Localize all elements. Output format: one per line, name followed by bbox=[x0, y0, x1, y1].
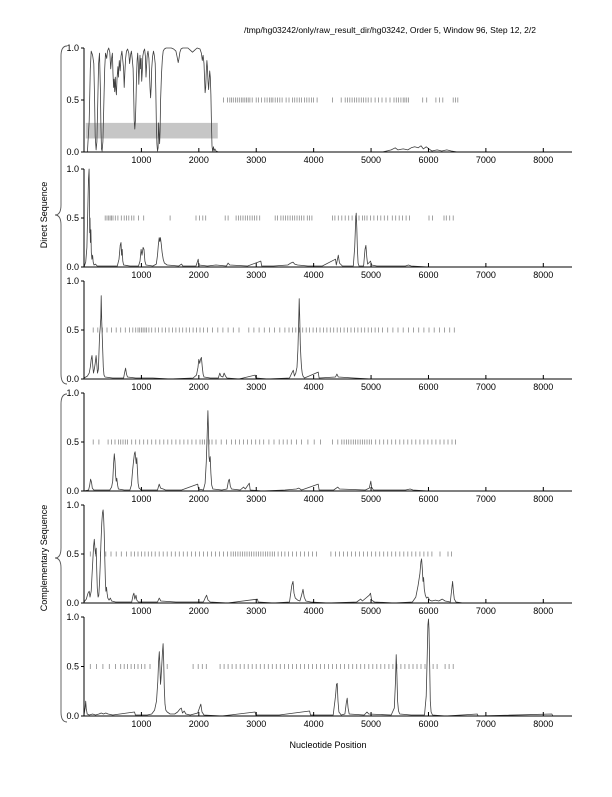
probability-curve bbox=[84, 510, 572, 603]
x-axis-title: Nucleotide Position bbox=[289, 740, 367, 750]
x-tick-label: 7000 bbox=[475, 494, 496, 504]
panel-complementary-frame-1 bbox=[66, 388, 572, 504]
x-tick-label: 1000 bbox=[131, 606, 152, 616]
x-tick-label: 6000 bbox=[418, 155, 439, 165]
axis-frame bbox=[84, 393, 572, 491]
y-tick-label: 0.0 bbox=[66, 262, 79, 272]
x-tick-label: 2000 bbox=[188, 719, 209, 729]
y-tick-label: 1.0 bbox=[66, 500, 79, 510]
y-tick-label: 0.0 bbox=[66, 147, 79, 157]
probability-curve bbox=[84, 411, 572, 491]
y-tick-label: 1.0 bbox=[66, 276, 79, 286]
panel-direct-frame-2 bbox=[66, 164, 572, 280]
x-tick-label: 4000 bbox=[303, 494, 324, 504]
probability-curve bbox=[84, 619, 572, 716]
y-tick-label: 0.5 bbox=[66, 95, 79, 105]
x-tick-label: 7000 bbox=[475, 382, 496, 392]
x-tick-label: 1000 bbox=[131, 155, 152, 165]
x-tick-label: 8000 bbox=[533, 155, 554, 165]
x-tick-label: 4000 bbox=[303, 270, 324, 280]
group-braces bbox=[55, 46, 67, 722]
x-tick-label: 8000 bbox=[533, 382, 554, 392]
x-tick-label: 6000 bbox=[418, 606, 439, 616]
y-tick-label: 0.0 bbox=[66, 711, 79, 721]
panel-complementary-frame-3 bbox=[66, 612, 572, 729]
x-tick-label: 1000 bbox=[131, 494, 152, 504]
y-tick-label: 0.5 bbox=[66, 549, 79, 559]
x-tick-label: 7000 bbox=[475, 719, 496, 729]
panel-complementary-frame-2 bbox=[66, 500, 572, 616]
x-tick-label: 3000 bbox=[246, 155, 267, 165]
x-tick-label: 8000 bbox=[533, 719, 554, 729]
axis-frame bbox=[84, 169, 572, 267]
x-tick-label: 2000 bbox=[188, 606, 209, 616]
x-tick-label: 6000 bbox=[418, 719, 439, 729]
x-tick-label: 2000 bbox=[188, 494, 209, 504]
y-tick-label: 1.0 bbox=[66, 43, 79, 53]
x-tick-label: 2000 bbox=[188, 270, 209, 280]
axis-frame bbox=[84, 281, 572, 379]
y-tick-label: 0.5 bbox=[66, 661, 79, 672]
x-tick-label: 1000 bbox=[131, 270, 152, 280]
y-tick-label: 0.5 bbox=[66, 213, 79, 223]
x-tick-label: 3000 bbox=[246, 382, 267, 392]
panels-layer bbox=[66, 43, 572, 729]
x-tick-label: 8000 bbox=[533, 494, 554, 504]
x-tick-label: 5000 bbox=[361, 606, 382, 616]
codon-marker-ticks bbox=[224, 98, 458, 103]
x-tick-label: 7000 bbox=[475, 606, 496, 616]
x-tick-label: 8000 bbox=[533, 606, 554, 616]
x-tick-label: 6000 bbox=[418, 382, 439, 392]
y-tick-label: 1.0 bbox=[66, 388, 79, 398]
x-tick-label: 4000 bbox=[303, 719, 324, 729]
y-tick-label: 1.0 bbox=[66, 164, 79, 174]
x-tick-label: 5000 bbox=[361, 382, 382, 392]
plot-title: /tmp/hg03242/only/raw_result_dir/hg03242, Order 5, Window 96, Step 12, 2/2 bbox=[243, 25, 537, 35]
y-tick-label: 1.0 bbox=[66, 612, 79, 622]
x-tick-label: 3000 bbox=[246, 494, 267, 504]
group-label-complementary-sequence: Complementary Sequence bbox=[39, 504, 49, 612]
codon-marker-ticks bbox=[90, 552, 451, 557]
codon-marker-ticks bbox=[90, 664, 453, 669]
x-tick-label: 3000 bbox=[246, 606, 267, 616]
x-tick-label: 1000 bbox=[131, 382, 152, 392]
probability-curve bbox=[84, 296, 572, 379]
y-tick-label: 0.0 bbox=[66, 374, 79, 384]
y-tick-label: 0.5 bbox=[66, 437, 79, 447]
x-tick-label: 7000 bbox=[475, 155, 496, 165]
x-tick-label: 4000 bbox=[303, 606, 324, 616]
brace-complementary bbox=[55, 394, 67, 722]
panel-direct-frame-3 bbox=[66, 276, 572, 392]
x-tick-label: 4000 bbox=[303, 382, 324, 392]
brace-direct bbox=[55, 46, 67, 384]
x-tick-label: 8000 bbox=[533, 270, 554, 280]
codon-marker-ticks bbox=[93, 328, 454, 333]
x-tick-label: 1000 bbox=[131, 719, 152, 729]
axis-frame bbox=[84, 617, 572, 716]
axis-frame bbox=[84, 505, 572, 603]
probability-curve bbox=[84, 169, 572, 267]
panel-direct-frame-1 bbox=[66, 43, 572, 165]
x-tick-label: 7000 bbox=[475, 270, 496, 280]
x-tick-label: 5000 bbox=[361, 719, 382, 729]
y-tick-label: 0.5 bbox=[66, 325, 79, 335]
x-tick-label: 5000 bbox=[361, 270, 382, 280]
codon-marker-ticks bbox=[93, 440, 455, 445]
group-label-direct-sequence: Direct Sequence bbox=[39, 181, 49, 249]
x-tick-label: 6000 bbox=[418, 494, 439, 504]
y-tick-label: 0.0 bbox=[66, 598, 79, 608]
x-tick-label: 2000 bbox=[188, 155, 209, 165]
coding-region-bar bbox=[86, 123, 218, 139]
x-tick-label: 3000 bbox=[246, 270, 267, 280]
x-tick-label: 5000 bbox=[361, 155, 382, 165]
x-tick-label: 2000 bbox=[188, 382, 209, 392]
x-tick-label: 4000 bbox=[303, 155, 324, 165]
x-tick-label: 5000 bbox=[361, 494, 382, 504]
x-tick-label: 3000 bbox=[246, 719, 267, 729]
codon-marker-ticks bbox=[105, 216, 453, 221]
x-tick-label: 6000 bbox=[418, 270, 439, 280]
y-tick-label: 0.0 bbox=[66, 486, 79, 496]
